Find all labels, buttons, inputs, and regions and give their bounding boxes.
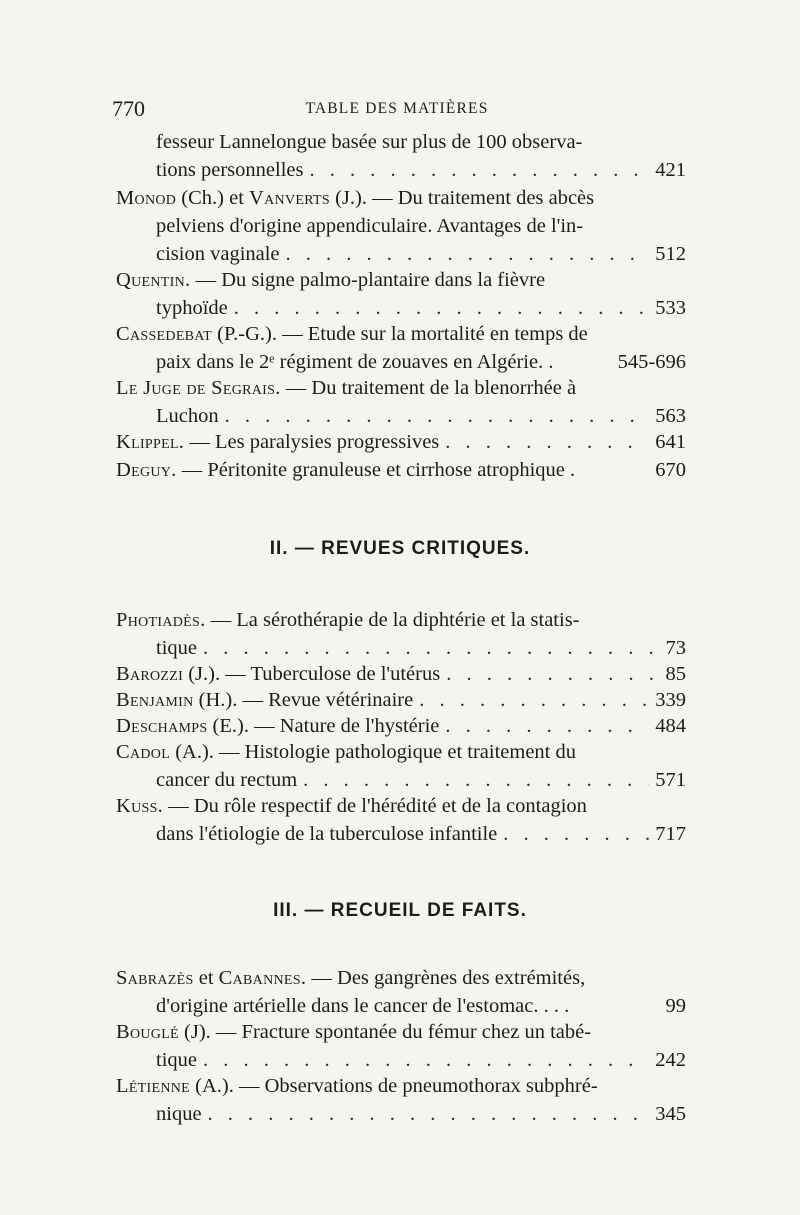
page-ref: 641 [655, 431, 686, 453]
entry-last-line [116, 1046, 686, 1074]
toc-entry-benjamin [116, 686, 686, 714]
leader-dots [309, 156, 649, 184]
author-name: Benjamin [116, 689, 194, 711]
page-ref: 670 [655, 459, 686, 481]
toc-entry-lannelongue [116, 128, 686, 184]
toc-entry-sabrazes-cabannes [116, 964, 686, 1020]
leader-dots [419, 686, 649, 714]
entry-text: (A.). — Observations de pneumothorax subphré- [190, 1075, 598, 1097]
entry-first-line [116, 428, 686, 456]
entry-text: tions personnelles [156, 159, 304, 181]
author-name: Kuss. [116, 795, 164, 817]
author-name: Cadol [116, 741, 171, 763]
entry-last-line [116, 766, 686, 794]
entry-text: tique [156, 1049, 197, 1071]
entry-text [116, 660, 440, 688]
section-heading-revues-critiques: II. — REVUES CRITIQUES. [269, 538, 531, 559]
page-ref: 563 [655, 405, 686, 427]
leader-dots [445, 428, 649, 456]
entry-text: pelviens d'origine appendiculaire. Avantages de l'in- [156, 215, 584, 237]
entry-text: dans l'étiologie de la tuberculose infantile [156, 823, 498, 845]
toc-entry-monod [116, 184, 686, 268]
entry-first-line [116, 792, 686, 820]
entry-last-line [116, 992, 686, 1020]
page-ref: 345 [655, 1103, 686, 1125]
leader-dots [203, 1046, 649, 1074]
entry-text [116, 686, 413, 714]
toc-entry-deguy [116, 456, 686, 484]
toc-entry-bougle [116, 1018, 686, 1074]
toc-entry-photiades [116, 606, 686, 662]
author-name: Deschamps [116, 715, 208, 737]
entry-last-line [116, 1100, 686, 1128]
toc-entry-cadol [116, 738, 686, 794]
entry-last-line [116, 348, 686, 376]
author-name: Cassedebat [116, 323, 213, 345]
toc-entry-quentin [116, 266, 686, 322]
page-ref: 242 [655, 1049, 686, 1071]
author-name: Klippel. [116, 431, 185, 453]
author-name: Sabrazès [116, 967, 194, 989]
author-name: Bouglé [116, 1021, 179, 1043]
page-ref: 484 [655, 715, 686, 737]
entry-first-line [116, 660, 686, 688]
entry-title: — Les paralysies progressives [184, 431, 440, 453]
author-name: Monod [116, 187, 177, 209]
entry-text: nique [156, 1103, 202, 1125]
running-title: TABLE DES MATIÈRES [305, 100, 489, 117]
entry-title: (J.). — Tuberculose de l'utérus [183, 663, 441, 685]
author-name: Cabannes. [218, 967, 307, 989]
page-ref: 533 [655, 297, 686, 319]
entry-title: — Péritonite granuleuse et cirrhose atrophique . [176, 459, 576, 481]
entry-first-line [116, 964, 686, 992]
author-name: Létienne [116, 1075, 191, 1097]
entry-text: (J). — Fracture spontanée du fémur chez un tabé- [178, 1021, 592, 1043]
entry-last-line [116, 240, 686, 268]
entry-text: (P.-G.). — Etude sur la mortalité en temps de [212, 323, 588, 345]
author-name: Vanverts [249, 187, 330, 209]
leader-dots [446, 660, 659, 688]
entry-last-line [116, 294, 686, 322]
leader-dots [286, 240, 650, 268]
toc-entry-cassedebat [116, 320, 686, 376]
author-name: Quentin. [116, 269, 191, 291]
page-ref: 512 [655, 243, 686, 265]
leader-dots [445, 712, 649, 740]
entry-text: paix dans le 2ᵉ régiment de zouaves en Algérie. . [156, 351, 554, 373]
leader-dots [208, 1100, 650, 1128]
entry-text: — Du rôle respectif de l'hérédité et de la contagion [163, 795, 587, 817]
page-header [112, 96, 682, 122]
entry-last-line [116, 820, 686, 848]
entry-text: fesseur Lannelongue basée sur plus de 100 observa- [156, 131, 583, 153]
entry-first-line [116, 374, 686, 402]
entry-text: (Ch.) et [176, 187, 250, 209]
entry-text: Luchon [156, 405, 219, 427]
entry-first-line [116, 266, 686, 294]
author-name: Barozzi [116, 663, 184, 685]
toc-entry-klippel [116, 428, 686, 456]
toc-entry-kuss [116, 792, 686, 848]
page-ref: 99 [665, 995, 686, 1017]
entry-first-line [116, 606, 686, 634]
page-ref: 717 [655, 823, 686, 845]
entry-text: cision vaginale [156, 243, 280, 265]
entry-first-line [116, 686, 686, 714]
entry-first-line [116, 1072, 686, 1100]
entry-text: tique [156, 637, 197, 659]
page-ref: 339 [655, 689, 686, 711]
toc-entry-barozzi [116, 660, 686, 688]
section-heading-recueil-de-faits: III. — RECUEIL DE FAITS. [273, 900, 527, 921]
entry-text: — Du signe palmo-plantaire dans la fièvre [190, 269, 546, 291]
entry-text: typhoïde [156, 297, 228, 319]
author-name: Photiadès. [116, 609, 206, 631]
entry-text [116, 456, 575, 484]
leader-dots [234, 294, 650, 322]
author-name: Deguy. [116, 459, 177, 481]
page-ref: 73 [665, 637, 686, 659]
entry-text [116, 428, 439, 456]
leader-dots [203, 634, 660, 662]
entry-text: et [193, 967, 219, 989]
entry-first-line [116, 712, 686, 740]
entry-first-line [116, 1018, 686, 1046]
entry-text [116, 712, 439, 740]
entry-last-line [116, 634, 686, 662]
page-ref: 545-696 [617, 351, 686, 373]
page-ref: 421 [655, 159, 686, 181]
toc-entry-letienne [116, 1072, 686, 1128]
entry-text: cancer du rectum [156, 769, 298, 791]
toc-entry-le-juge-de-segrais [116, 374, 686, 430]
toc-entry-deschamps [116, 712, 686, 740]
entry-text: d'origine artérielle dans le cancer de l'estomac. . . . [156, 995, 570, 1017]
entry-text: — Des gangrènes des extrémités, [306, 967, 586, 989]
author-name: Le Juge de Segrais. [116, 377, 281, 399]
page-ref: 85 [665, 663, 686, 685]
entry-text: — La sérothérapie de la diphtérie et la statis- [205, 609, 580, 631]
leader-dots [503, 820, 649, 848]
entry-first-line [116, 184, 686, 212]
entry-last-line [116, 402, 686, 430]
entry-text: (A.). — Histologie pathologique et traitement du [170, 741, 576, 763]
entry-last-line [116, 156, 686, 184]
entry-text: — Du traitement de la blenorrhée à [280, 377, 577, 399]
entry-text: (J.). — Du traitement des abcès [329, 187, 595, 209]
leader-dots [225, 402, 650, 430]
entry-first-line [116, 320, 686, 348]
entry-title: (H.). — Revue vétérinaire [193, 689, 414, 711]
leader-dots [303, 766, 649, 794]
entry-first-line [116, 738, 686, 766]
entry-first-line [116, 456, 686, 484]
entry-title: (E.). — Nature de l'hystérie [207, 715, 440, 737]
page-number: 770 [112, 96, 145, 121]
page-ref: 571 [655, 769, 686, 791]
